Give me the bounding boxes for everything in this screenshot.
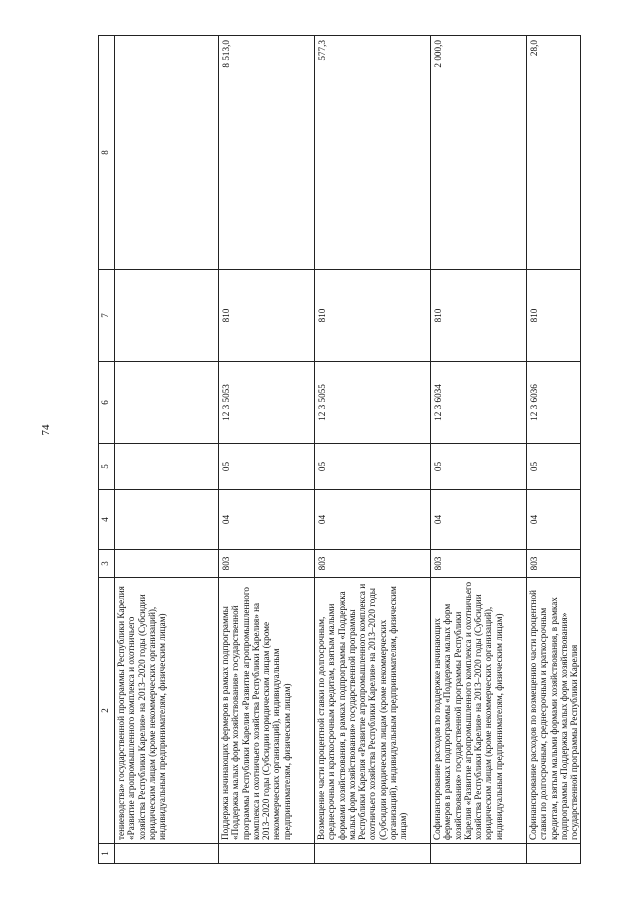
header-col-8: 8: [99, 36, 115, 270]
header-row: [99, 36, 115, 864]
row-section-code: 04: [315, 490, 431, 550]
header-col-2: 2: [99, 578, 115, 844]
row-target-article: [115, 362, 219, 444]
row-description: тениеводства» государственной программы Республики Карелия «Развитие агропромышленного комплекса и охотничьего хозяйства Республики Карелия» на 2013–2020 годы (Субсидии юридическим лицам (кроме некоммерческих организаций), индивидуальным предпринимателям, физическим лицам): [115, 578, 219, 844]
row-amount: 8 513,0: [219, 36, 315, 270]
row-expense-type: 810: [527, 270, 581, 362]
row-ministry-code: 803: [431, 550, 527, 578]
row-subsection-code: 05: [219, 444, 315, 490]
row-ministry-code: 803: [219, 550, 315, 578]
row-col1: [115, 844, 219, 864]
row-subsection-code: 05: [527, 444, 581, 490]
header-col-1: 1: [99, 844, 115, 864]
row-section-code: [115, 490, 219, 550]
table-row: [315, 36, 431, 864]
row-expense-type: 810: [315, 270, 431, 362]
table-row: [115, 36, 219, 864]
row-section-code: 04: [219, 490, 315, 550]
row-col1: [431, 844, 527, 864]
row-expense-type: 810: [219, 270, 315, 362]
row-description: Софинансирование расходов по возмещению части процентной ставки по долгосрочным, среднесрочным и краткосрочным кредитам, взятым малыми формами хозяйствования, в рамках подпрограммы «Поддержка малых форм хозяйствования» государственной программы Республики Карелия: [527, 578, 581, 844]
row-ministry-code: 803: [315, 550, 431, 578]
row-subsection-code: [115, 444, 219, 490]
header-col-6: 6: [99, 362, 115, 444]
row-amount: 577,3: [315, 36, 431, 270]
table-row: [219, 36, 315, 864]
row-expense-type: 810: [431, 270, 527, 362]
row-col1: [219, 844, 315, 864]
row-amount: [115, 36, 219, 270]
row-col1: [527, 844, 581, 864]
page-number: 74: [40, 424, 52, 436]
row-description: Возмещение части процентной ставки по долгосрочным, среднесрочным и краткосрочным кредитам, взятым малыми формами хозяйствования, в рамках подпрограммы «Поддержка малых форм хозяйствования» государственной программы Республики Карелия «Развитие агропромышленного комплекса и охотничьего хозяйства Республики Карелия» на 2013–2020 годы (Субсидии юридическим лицам (кроме некоммерческих организаций), индивидуальным предпринимателям, физическим лицам): [315, 578, 431, 844]
header-col-5: 5: [99, 444, 115, 490]
row-target-article: 12 3 6036: [527, 362, 581, 444]
row-subsection-code: 05: [431, 444, 527, 490]
row-target-article: 12 3 5055: [315, 362, 431, 444]
row-description: Поддержка начинающих фермеров в рамках подпрограммы «Поддержка малых форм хозяйствования» государственной программы Республики Карелия «Развитие агропромышленного комплекса и охотничьего хозяйства Республики Карелия» на 2013–2020 годы (Субсидии юридическим лицам (кроме некоммерческих организаций), индивидуальным предпринимателям, физическим лицам): [219, 578, 315, 844]
row-ministry-code: 803: [527, 550, 581, 578]
row-col1: [315, 844, 431, 864]
row-ministry-code: [115, 550, 219, 578]
row-subsection-code: 05: [315, 444, 431, 490]
table-row: [431, 36, 527, 864]
rotated-page-content: [98, 36, 580, 864]
row-amount: 2 000,0: [431, 36, 527, 270]
header-col-3: 3: [99, 550, 115, 578]
header-col-7: 7: [99, 270, 115, 362]
budget-table: [98, 35, 581, 864]
row-expense-type: [115, 270, 219, 362]
row-amount: 28,0: [527, 36, 581, 270]
header-col-4: 4: [99, 490, 115, 550]
row-target-article: 12 3 5053: [219, 362, 315, 444]
table-row: [527, 36, 581, 864]
row-target-article: 12 3 6034: [431, 362, 527, 444]
row-section-code: 04: [431, 490, 527, 550]
row-description: Софинансирование расходов по поддержке начинающих фермеров в рамках подпрограммы «Поддержка малых форм хозяйствования» государственной программы Республики Карелия «Развитие агропромышленного комплекса и охотничьего хозяйства Республики Карелия» на 2013–2020 годы (Субсидии юридическим лицам (кроме некоммерческих организаций), индивидуальным предпринимателям, физическим лицам): [431, 578, 527, 844]
row-section-code: 04: [527, 490, 581, 550]
